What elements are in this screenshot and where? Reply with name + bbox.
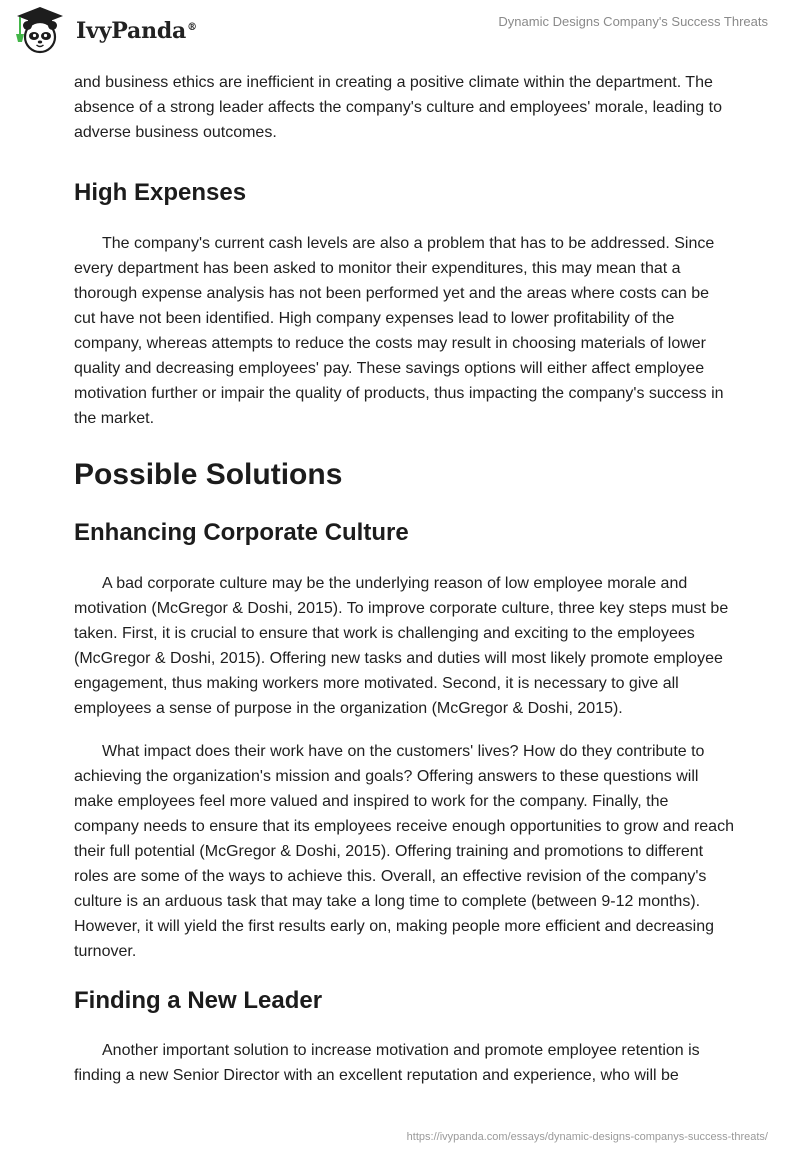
paragraph-new-leader: Another important solution to increase motivation and promote employee retention is finding a new Senior Director with an excellent reputation and experience, who will be <box>74 1042 700 1084</box>
essay-body <box>74 70 734 1088</box>
paragraph-high-expenses: The company's current cash levels are also a problem that has to be addressed. Since every department has been asked to monitor their expenditures, this may mean that a thorough expense analysis has not been performed yet and the areas where costs can be cut have not been identified. High company expenses lead to lower profitability of the company, whereas attempts to reduce the costs may result in choosing materials of lower quality and decreasing employees' pay. These savings options will either affect employee motivation further or impair the quality of products, thus impacting the company's success in the market. <box>74 235 724 427</box>
paragraph-leadership-continued: and business ethics are inefficient in creating a positive climate within the department. The absence of a strong leader affects the company's culture and employees' morale, leading to adverse business outcomes. <box>74 74 722 141</box>
heading-possible-solutions: Possible Solutions <box>74 458 343 491</box>
brand-name: IvyPanda® <box>76 18 197 44</box>
page-header <box>0 0 800 70</box>
heading-enhancing-corporate-culture: Enhancing Corporate Culture <box>74 519 409 546</box>
source-url[interactable]: https://ivypanda.com/essays/dynamic-designs-companys-success-threats/ <box>406 1131 768 1143</box>
panda-graduate-icon <box>12 4 68 56</box>
brand-logo[interactable] <box>12 4 197 56</box>
heading-finding-new-leader: Finding a New Leader <box>74 987 323 1014</box>
paragraph-enhancing-culture-2: What impact does their work have on the customers' lives? How do they contribute to achieving the organization's mission and goals? Offering answers to these questions will make employees feel more valued and inspired to work for the company. Finally, the company needs to ensure that its employees receive enough opportunities to grow and reach their full potential (McGregor & Doshi, 2015). Offering training and promotions to different roles are some of the ways to achieve this. Overall, an effective revision of the company's culture is an arduous task that may take a long time to complete (between 9-12 months). However, it will yield the first results early on, making people more efficient and decreasing turnover. <box>74 743 734 960</box>
heading-high-expenses: High Expenses <box>74 179 247 206</box>
document-title: Dynamic Designs Company's Success Threats <box>498 14 768 29</box>
paragraph-enhancing-culture-1: A bad corporate culture may be the underlying reason of low employee morale and motivation (McGregor & Doshi, 2015). To improve corporate culture, three key steps must be taken. First, it is crucial to ensure that work is challenging and exciting to the employees (McGregor & Doshi, 2015). Offering new tasks and duties will most likely promote employee engagement, thus making workers more motivated. Second, it is necessary to give all employees a sense of purpose in the organization (McGregor & Doshi, 2015). <box>74 575 729 717</box>
